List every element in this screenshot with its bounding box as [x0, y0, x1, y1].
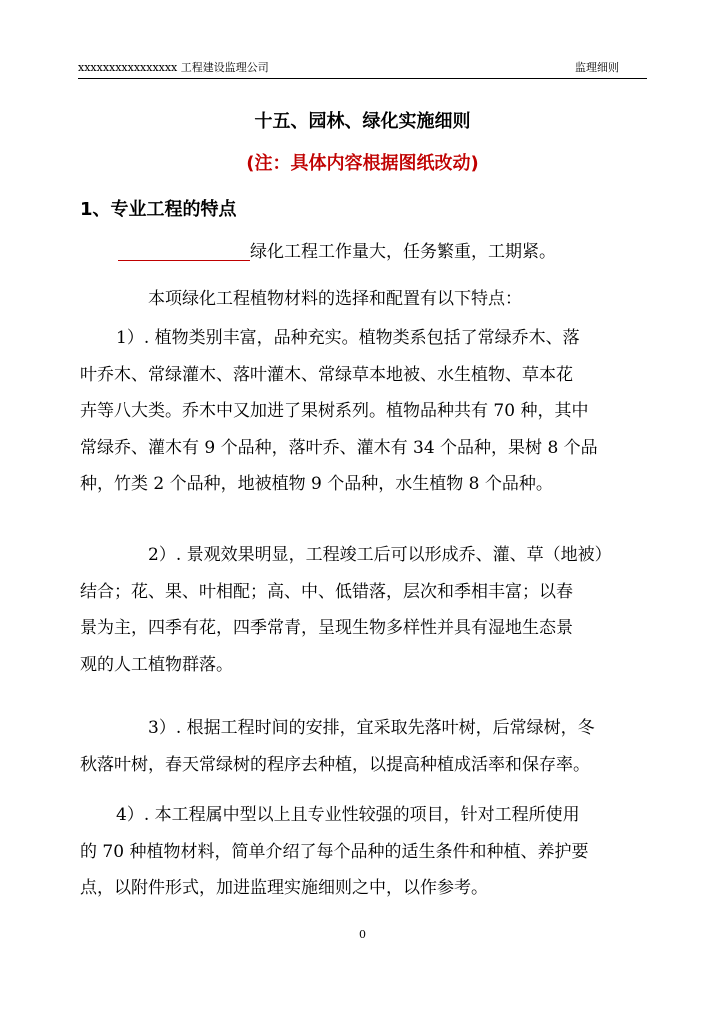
paragraph-3-line-5: 种，竹类 2 个品种，地被植物 9 个品种，水生植物 8 个品种。 — [80, 474, 553, 494]
paragraph-4-line-3: 景为主，四季有花，四季常青，呈现生物多样性并具有湿地生态景 — [80, 618, 573, 638]
paragraph-6 — [80, 797, 646, 907]
paragraph-3-line-3: 卉等八大类。乔木中又加进了果树系列。植物品种共有 70 种，其中 — [80, 401, 589, 421]
paragraph-5-line-2: 秋落叶树，春天常绿树的程序去种植，以提高种植成活率和保存率。 — [80, 754, 590, 775]
document-title: 十五、园林、绿化实施细则 — [254, 111, 471, 132]
paragraph-4 — [80, 537, 646, 683]
page-number: 0 — [359, 928, 366, 941]
paragraph-3-line-4: 常绿乔、灌木有 9 个品种，落叶乔、灌木有 34 个品种，果树 8 个品 — [80, 437, 598, 458]
header-doc-type: 监理细则 — [575, 61, 619, 74]
paragraph-3-line-2: 叶乔木、常绿灌木、落叶灌木、常绿草本地被、水生植物、草本花 — [80, 364, 573, 385]
blank-underline — [118, 240, 250, 261]
paragraph-5 — [80, 710, 646, 783]
paragraph-1 — [80, 234, 646, 271]
section-heading: 1、专业工程的特点 — [80, 199, 237, 220]
paragraph-5-line-1: 3）. 根据工程时间的安排，宜采取先落叶树，后常绿树，冬 — [148, 718, 595, 738]
paragraph-3 — [80, 320, 646, 503]
paragraph-4-line-1: 2）. 景观效果明显，工程竣工后可以形成乔、灌、草（地被） — [148, 545, 612, 565]
red-note: (注：具体内容根据图纸改动) — [246, 153, 479, 174]
paragraph-6-line-2: 的 70 种植物材料，简单介绍了每个品种的适生条件和种植、养护要 — [80, 841, 589, 862]
paragraph-4-line-2: 结合；花、果、叶相配；高、中、低错落，层次和季相丰富；以春 — [80, 581, 573, 602]
paragraph-2 — [80, 281, 646, 318]
paragraph-2-text: 本项绿化工程植物材料的选择和配置有以下特点： — [148, 289, 522, 309]
paragraph-3-line-1: 1）. 植物类别丰富，品种充实。植物类系包括了常绿乔木、落 — [116, 328, 580, 348]
paragraph-6-line-3: 点，以附件形式，加进监理实施细则之中，以作参考。 — [80, 878, 488, 898]
page-header — [78, 58, 647, 79]
paragraph-4-line-4: 观的人工植物群落。 — [80, 654, 233, 675]
paragraph-6-line-1: 4）. 本工程属中型以上且专业性较强的项目，针对工程所使用 — [116, 805, 580, 825]
header-company: xxxxxxxxxxxxxxxx 工程建设监理公司 — [78, 61, 269, 74]
paragraph-1-text: 绿化工程工作量大，任务繁重，工期紧。 — [250, 242, 556, 262]
